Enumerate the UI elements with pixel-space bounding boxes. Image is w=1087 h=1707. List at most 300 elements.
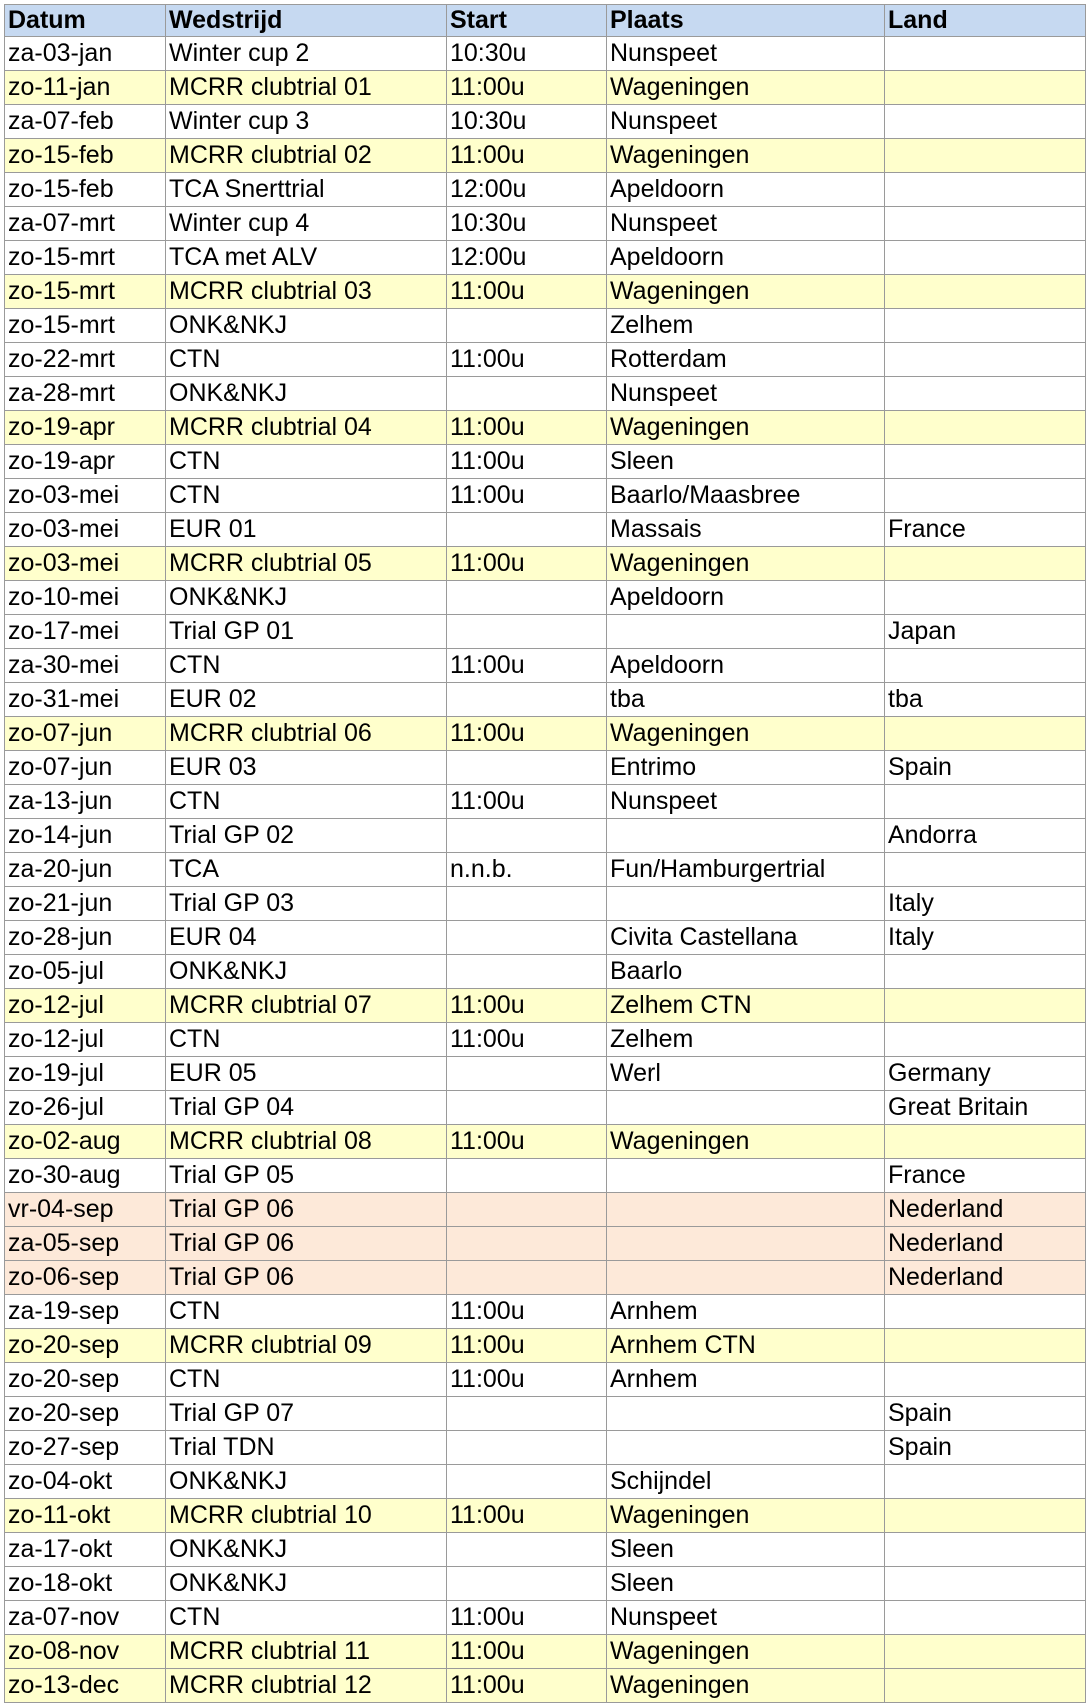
- cell-start[interactable]: 11:00u: [447, 649, 607, 683]
- cell-place[interactable]: Zelhem: [607, 309, 885, 343]
- cell-place[interactable]: Arnhem CTN: [607, 1329, 885, 1363]
- cell-country[interactable]: [885, 1363, 1086, 1397]
- table-row: [5, 1431, 1086, 1465]
- cell-event[interactable]: MCRR clubtrial 01: [166, 71, 447, 105]
- cell-country[interactable]: Nederland: [885, 1261, 1086, 1295]
- cell-country[interactable]: [885, 1125, 1086, 1159]
- cell-start[interactable]: [447, 1397, 607, 1431]
- table-row: [5, 1227, 1086, 1261]
- cell-date[interactable]: za-07-feb: [5, 105, 166, 139]
- cell-place[interactable]: [607, 1227, 885, 1261]
- cell-event[interactable]: Trial GP 05: [166, 1159, 447, 1193]
- cell-event[interactable]: ONK&NKJ: [166, 377, 447, 411]
- cell-country[interactable]: [885, 649, 1086, 683]
- cell-place[interactable]: Massais: [607, 513, 885, 547]
- cell-date[interactable]: za-05-sep: [5, 1227, 166, 1261]
- cell-start[interactable]: 10:30u: [447, 207, 607, 241]
- cell-date[interactable]: zo-30-aug: [5, 1159, 166, 1193]
- cell-start[interactable]: 11:00u: [447, 785, 607, 819]
- cell-start[interactable]: n.n.b.: [447, 853, 607, 887]
- cell-country[interactable]: [885, 411, 1086, 445]
- cell-country[interactable]: [885, 785, 1086, 819]
- cell-start[interactable]: [447, 887, 607, 921]
- cell-date[interactable]: zo-19-apr: [5, 411, 166, 445]
- cell-date[interactable]: zo-07-jun: [5, 751, 166, 785]
- table-row: [5, 1363, 1086, 1397]
- cell-event[interactable]: Trial GP 03: [166, 887, 447, 921]
- event-calendar-table: [4, 4, 1086, 1703]
- cell-place[interactable]: Wageningen: [607, 547, 885, 581]
- cell-date[interactable]: za-20-jun: [5, 853, 166, 887]
- cell-country[interactable]: [885, 1601, 1086, 1635]
- cell-country[interactable]: Italy: [885, 887, 1086, 921]
- cell-start[interactable]: [447, 1227, 607, 1261]
- cell-country[interactable]: [885, 343, 1086, 377]
- cell-country[interactable]: [885, 1465, 1086, 1499]
- cell-country[interactable]: [885, 241, 1086, 275]
- cell-country[interactable]: Italy: [885, 921, 1086, 955]
- cell-place[interactable]: [607, 615, 885, 649]
- cell-event[interactable]: MCRR clubtrial 12: [166, 1669, 447, 1703]
- cell-event[interactable]: ONK&NKJ: [166, 1533, 447, 1567]
- cell-place[interactable]: Zelhem: [607, 1023, 885, 1057]
- table-row: [5, 547, 1086, 581]
- cell-date[interactable]: za-19-sep: [5, 1295, 166, 1329]
- cell-start[interactable]: [447, 1533, 607, 1567]
- cell-country[interactable]: [885, 989, 1086, 1023]
- cell-event[interactable]: Trial GP 04: [166, 1091, 447, 1125]
- cell-date[interactable]: zo-05-jul: [5, 955, 166, 989]
- cell-start[interactable]: [447, 819, 607, 853]
- cell-event[interactable]: Trial GP 06: [166, 1261, 447, 1295]
- table-row: [5, 241, 1086, 275]
- cell-event[interactable]: MCRR clubtrial 08: [166, 1125, 447, 1159]
- cell-event[interactable]: ONK&NKJ: [166, 1567, 447, 1601]
- table-row: [5, 1533, 1086, 1567]
- cell-start[interactable]: 11:00u: [447, 445, 607, 479]
- cell-date[interactable]: za-28-mrt: [5, 377, 166, 411]
- cell-country[interactable]: [885, 139, 1086, 173]
- cell-start[interactable]: 11:00u: [447, 1601, 607, 1635]
- cell-start[interactable]: [447, 1057, 607, 1091]
- cell-place[interactable]: Baarlo: [607, 955, 885, 989]
- cell-event[interactable]: TCA met ALV: [166, 241, 447, 275]
- cell-date[interactable]: zo-15-mrt: [5, 241, 166, 275]
- table-row: [5, 1635, 1086, 1669]
- table-row: [5, 1669, 1086, 1703]
- cell-place[interactable]: [607, 1261, 885, 1295]
- table-row: [5, 411, 1086, 445]
- cell-event[interactable]: ONK&NKJ: [166, 309, 447, 343]
- table-row: [5, 37, 1086, 71]
- cell-event[interactable]: MCRR clubtrial 03: [166, 275, 447, 309]
- cell-country[interactable]: Great Britain: [885, 1091, 1086, 1125]
- cell-start[interactable]: 11:00u: [447, 717, 607, 751]
- cell-date[interactable]: za-07-nov: [5, 1601, 166, 1635]
- cell-start[interactable]: 11:00u: [447, 411, 607, 445]
- cell-place[interactable]: Apeldoorn: [607, 649, 885, 683]
- cell-start[interactable]: [447, 1193, 607, 1227]
- cell-place[interactable]: Sleen: [607, 1567, 885, 1601]
- cell-date[interactable]: zo-20-sep: [5, 1397, 166, 1431]
- cell-place[interactable]: [607, 1159, 885, 1193]
- cell-place[interactable]: Wageningen: [607, 1499, 885, 1533]
- cell-event[interactable]: CTN: [166, 1023, 447, 1057]
- cell-event[interactable]: EUR 02: [166, 683, 447, 717]
- cell-country[interactable]: [885, 173, 1086, 207]
- table-row: [5, 1465, 1086, 1499]
- table-body: [5, 37, 1086, 1703]
- cell-country[interactable]: Japan: [885, 615, 1086, 649]
- cell-country[interactable]: Spain: [885, 751, 1086, 785]
- table-row: [5, 445, 1086, 479]
- cell-start[interactable]: [447, 921, 607, 955]
- table-row: [5, 377, 1086, 411]
- cell-place[interactable]: [607, 1193, 885, 1227]
- cell-date[interactable]: zo-28-jun: [5, 921, 166, 955]
- cell-start[interactable]: 11:00u: [447, 1329, 607, 1363]
- table-row: [5, 1567, 1086, 1601]
- cell-date[interactable]: za-07-mrt: [5, 207, 166, 241]
- cell-date[interactable]: zo-07-jun: [5, 717, 166, 751]
- cell-event[interactable]: MCRR clubtrial 10: [166, 1499, 447, 1533]
- cell-start[interactable]: [447, 1159, 607, 1193]
- cell-event[interactable]: EUR 04: [166, 921, 447, 955]
- table-row: [5, 1023, 1086, 1057]
- cell-start[interactable]: 11:00u: [447, 275, 607, 309]
- cell-start[interactable]: 12:00u: [447, 241, 607, 275]
- table-row: [5, 1193, 1086, 1227]
- cell-country[interactable]: [885, 1533, 1086, 1567]
- cell-date[interactable]: zo-20-sep: [5, 1363, 166, 1397]
- cell-place[interactable]: Nunspeet: [607, 207, 885, 241]
- cell-date[interactable]: zo-14-jun: [5, 819, 166, 853]
- cell-country[interactable]: [885, 1023, 1086, 1057]
- cell-place[interactable]: Nunspeet: [607, 1601, 885, 1635]
- table-row: [5, 1091, 1086, 1125]
- cell-start[interactable]: 10:30u: [447, 105, 607, 139]
- cell-date[interactable]: zo-02-aug: [5, 1125, 166, 1159]
- cell-country[interactable]: [885, 309, 1086, 343]
- cell-country[interactable]: France: [885, 513, 1086, 547]
- cell-country[interactable]: Nederland: [885, 1193, 1086, 1227]
- cell-event[interactable]: Trial GP 01: [166, 615, 447, 649]
- cell-date[interactable]: vr-04-sep: [5, 1193, 166, 1227]
- cell-date[interactable]: zo-19-apr: [5, 445, 166, 479]
- cell-country[interactable]: [885, 547, 1086, 581]
- column-header-event[interactable]: Wedstrijd: [166, 5, 447, 37]
- cell-start[interactable]: 11:00u: [447, 1499, 607, 1533]
- cell-country[interactable]: [885, 1635, 1086, 1669]
- cell-start[interactable]: 11:00u: [447, 71, 607, 105]
- table-row: [5, 1125, 1086, 1159]
- cell-place[interactable]: Wageningen: [607, 1635, 885, 1669]
- cell-start[interactable]: [447, 1091, 607, 1125]
- table-row: [5, 71, 1086, 105]
- cell-country[interactable]: [885, 105, 1086, 139]
- table-row: [5, 1397, 1086, 1431]
- cell-event[interactable]: Winter cup 4: [166, 207, 447, 241]
- cell-place[interactable]: Arnhem: [607, 1363, 885, 1397]
- cell-start[interactable]: [447, 377, 607, 411]
- cell-place[interactable]: Wageningen: [607, 717, 885, 751]
- cell-place[interactable]: Wageningen: [607, 139, 885, 173]
- cell-start[interactable]: [447, 955, 607, 989]
- table-row: [5, 1329, 1086, 1363]
- cell-date[interactable]: zo-03-mei: [5, 479, 166, 513]
- table-row: [5, 309, 1086, 343]
- cell-start[interactable]: 11:00u: [447, 1295, 607, 1329]
- cell-start[interactable]: 11:00u: [447, 1023, 607, 1057]
- cell-event[interactable]: MCRR clubtrial 06: [166, 717, 447, 751]
- cell-place[interactable]: Wageningen: [607, 411, 885, 445]
- cell-event[interactable]: Winter cup 3: [166, 105, 447, 139]
- cell-start[interactable]: 11:00u: [447, 547, 607, 581]
- table-row: [5, 581, 1086, 615]
- cell-place[interactable]: Apeldoorn: [607, 241, 885, 275]
- cell-date[interactable]: zo-11-jan: [5, 71, 166, 105]
- cell-event[interactable]: EUR 01: [166, 513, 447, 547]
- cell-country[interactable]: [885, 275, 1086, 309]
- table-row: [5, 513, 1086, 547]
- cell-event[interactable]: Trial GP 06: [166, 1227, 447, 1261]
- table-row: [5, 785, 1086, 819]
- header-row: [5, 5, 1086, 37]
- cell-place[interactable]: Werl: [607, 1057, 885, 1091]
- cell-event[interactable]: TCA Snerttrial: [166, 173, 447, 207]
- cell-event[interactable]: CTN: [166, 785, 447, 819]
- cell-country[interactable]: [885, 955, 1086, 989]
- cell-event[interactable]: ONK&NKJ: [166, 1465, 447, 1499]
- cell-date[interactable]: za-30-mei: [5, 649, 166, 683]
- table-row: [5, 649, 1086, 683]
- cell-country[interactable]: [885, 71, 1086, 105]
- table-row: [5, 615, 1086, 649]
- table-row: [5, 173, 1086, 207]
- cell-place[interactable]: Schijndel: [607, 1465, 885, 1499]
- cell-event[interactable]: CTN: [166, 343, 447, 377]
- table-row: [5, 1159, 1086, 1193]
- cell-start[interactable]: 11:00u: [447, 989, 607, 1023]
- cell-date[interactable]: zo-12-jul: [5, 989, 166, 1023]
- cell-country[interactable]: [885, 1295, 1086, 1329]
- cell-place[interactable]: Nunspeet: [607, 785, 885, 819]
- cell-place[interactable]: Rotterdam: [607, 343, 885, 377]
- cell-start[interactable]: 11:00u: [447, 1669, 607, 1703]
- table-row: [5, 207, 1086, 241]
- cell-event[interactable]: MCRR clubtrial 05: [166, 547, 447, 581]
- cell-date[interactable]: zo-12-jul: [5, 1023, 166, 1057]
- cell-place[interactable]: Apeldoorn: [607, 173, 885, 207]
- cell-place[interactable]: Civita Castellana: [607, 921, 885, 955]
- table-row: [5, 751, 1086, 785]
- cell-start[interactable]: [447, 615, 607, 649]
- cell-place[interactable]: Fun/Hamburgertrial: [607, 853, 885, 887]
- cell-start[interactable]: [447, 751, 607, 785]
- cell-date[interactable]: zo-03-mei: [5, 513, 166, 547]
- cell-date[interactable]: zo-15-feb: [5, 173, 166, 207]
- cell-country[interactable]: [885, 1669, 1086, 1703]
- cell-date[interactable]: zo-20-sep: [5, 1329, 166, 1363]
- cell-country[interactable]: Spain: [885, 1431, 1086, 1465]
- table-row: [5, 989, 1086, 1023]
- table-row: [5, 1057, 1086, 1091]
- cell-event[interactable]: ONK&NKJ: [166, 955, 447, 989]
- cell-event[interactable]: MCRR clubtrial 11: [166, 1635, 447, 1669]
- cell-start[interactable]: 11:00u: [447, 1125, 607, 1159]
- cell-start[interactable]: [447, 513, 607, 547]
- cell-place[interactable]: [607, 1091, 885, 1125]
- cell-event[interactable]: CTN: [166, 445, 447, 479]
- cell-event[interactable]: Winter cup 2: [166, 37, 447, 71]
- cell-place[interactable]: [607, 1397, 885, 1431]
- cell-country[interactable]: Germany: [885, 1057, 1086, 1091]
- cell-start[interactable]: [447, 1261, 607, 1295]
- cell-date[interactable]: zo-15-mrt: [5, 309, 166, 343]
- table-row: [5, 887, 1086, 921]
- cell-place[interactable]: Wageningen: [607, 71, 885, 105]
- cell-country[interactable]: [885, 377, 1086, 411]
- cell-event[interactable]: MCRR clubtrial 02: [166, 139, 447, 173]
- cell-event[interactable]: Trial GP 06: [166, 1193, 447, 1227]
- cell-event[interactable]: MCRR clubtrial 07: [166, 989, 447, 1023]
- cell-event[interactable]: Trial GP 02: [166, 819, 447, 853]
- cell-start[interactable]: 11:00u: [447, 1363, 607, 1397]
- cell-start[interactable]: [447, 1431, 607, 1465]
- cell-country[interactable]: [885, 37, 1086, 71]
- cell-place[interactable]: Wageningen: [607, 1125, 885, 1159]
- cell-place[interactable]: Wageningen: [607, 1669, 885, 1703]
- cell-date[interactable]: zo-19-jul: [5, 1057, 166, 1091]
- cell-start[interactable]: 11:00u: [447, 1635, 607, 1669]
- table-row: [5, 343, 1086, 377]
- cell-date[interactable]: zo-10-mei: [5, 581, 166, 615]
- table-row: [5, 1499, 1086, 1533]
- table-row: [5, 139, 1086, 173]
- cell-place[interactable]: Apeldoorn: [607, 581, 885, 615]
- cell-start[interactable]: [447, 309, 607, 343]
- cell-place[interactable]: tba: [607, 683, 885, 717]
- cell-place[interactable]: Nunspeet: [607, 37, 885, 71]
- cell-date[interactable]: zo-13-dec: [5, 1669, 166, 1703]
- cell-country[interactable]: [885, 1329, 1086, 1363]
- cell-event[interactable]: CTN: [166, 1363, 447, 1397]
- cell-place[interactable]: Baarlo/Maasbree: [607, 479, 885, 513]
- cell-date[interactable]: zo-11-okt: [5, 1499, 166, 1533]
- cell-start[interactable]: 12:00u: [447, 173, 607, 207]
- cell-country[interactable]: [885, 853, 1086, 887]
- column-header-date[interactable]: Datum: [5, 5, 166, 37]
- cell-place[interactable]: Arnhem: [607, 1295, 885, 1329]
- cell-place[interactable]: [607, 819, 885, 853]
- cell-place[interactable]: Sleen: [607, 445, 885, 479]
- column-header-country[interactable]: Land: [885, 5, 1086, 37]
- table-row: [5, 1295, 1086, 1329]
- cell-start[interactable]: 11:00u: [447, 479, 607, 513]
- cell-date[interactable]: zo-31-mei: [5, 683, 166, 717]
- cell-event[interactable]: EUR 05: [166, 1057, 447, 1091]
- cell-event[interactable]: Trial GP 07: [166, 1397, 447, 1431]
- cell-country[interactable]: [885, 479, 1086, 513]
- table-row: [5, 717, 1086, 751]
- cell-place[interactable]: Sleen: [607, 1533, 885, 1567]
- cell-country[interactable]: Andorra: [885, 819, 1086, 853]
- cell-date[interactable]: za-13-jun: [5, 785, 166, 819]
- cell-event[interactable]: ONK&NKJ: [166, 581, 447, 615]
- table-row: [5, 921, 1086, 955]
- cell-date[interactable]: zo-03-mei: [5, 547, 166, 581]
- cell-place[interactable]: Nunspeet: [607, 105, 885, 139]
- cell-date[interactable]: zo-21-jun: [5, 887, 166, 921]
- cell-date[interactable]: za-17-okt: [5, 1533, 166, 1567]
- cell-place[interactable]: Nunspeet: [607, 377, 885, 411]
- cell-country[interactable]: [885, 717, 1086, 751]
- table-row: [5, 683, 1086, 717]
- cell-country[interactable]: [885, 1499, 1086, 1533]
- cell-event[interactable]: CTN: [166, 479, 447, 513]
- cell-start[interactable]: [447, 683, 607, 717]
- cell-date[interactable]: zo-06-sep: [5, 1261, 166, 1295]
- cell-date[interactable]: zo-22-mrt: [5, 343, 166, 377]
- table-row: [5, 479, 1086, 513]
- cell-date[interactable]: zo-08-nov: [5, 1635, 166, 1669]
- table-row: [5, 853, 1086, 887]
- cell-country[interactable]: [885, 581, 1086, 615]
- cell-event[interactable]: EUR 03: [166, 751, 447, 785]
- cell-date[interactable]: zo-18-okt: [5, 1567, 166, 1601]
- cell-place[interactable]: [607, 887, 885, 921]
- cell-date[interactable]: zo-26-jul: [5, 1091, 166, 1125]
- cell-start[interactable]: 10:30u: [447, 37, 607, 71]
- column-header-start[interactable]: Start: [447, 5, 607, 37]
- cell-place[interactable]: Entrimo: [607, 751, 885, 785]
- cell-country[interactable]: [885, 445, 1086, 479]
- cell-place[interactable]: Zelhem CTN: [607, 989, 885, 1023]
- table-row: [5, 819, 1086, 853]
- cell-event[interactable]: CTN: [166, 1601, 447, 1635]
- cell-date[interactable]: za-03-jan: [5, 37, 166, 71]
- table-row: [5, 1601, 1086, 1635]
- cell-country[interactable]: Spain: [885, 1397, 1086, 1431]
- cell-start[interactable]: 11:00u: [447, 343, 607, 377]
- column-header-place[interactable]: Plaats: [607, 5, 885, 37]
- cell-start[interactable]: [447, 1465, 607, 1499]
- cell-event[interactable]: CTN: [166, 1295, 447, 1329]
- cell-event[interactable]: CTN: [166, 649, 447, 683]
- cell-country[interactable]: Nederland: [885, 1227, 1086, 1261]
- cell-date[interactable]: zo-27-sep: [5, 1431, 166, 1465]
- table-row: [5, 1261, 1086, 1295]
- cell-date[interactable]: zo-17-mei: [5, 615, 166, 649]
- cell-event[interactable]: Trial TDN: [166, 1431, 447, 1465]
- cell-country[interactable]: [885, 207, 1086, 241]
- cell-country[interactable]: [885, 1567, 1086, 1601]
- cell-place[interactable]: [607, 1431, 885, 1465]
- cell-start[interactable]: [447, 581, 607, 615]
- cell-country[interactable]: France: [885, 1159, 1086, 1193]
- cell-date[interactable]: zo-15-feb: [5, 139, 166, 173]
- cell-start[interactable]: 11:00u: [447, 139, 607, 173]
- cell-event[interactable]: MCRR clubtrial 04: [166, 411, 447, 445]
- cell-event[interactable]: MCRR clubtrial 09: [166, 1329, 447, 1363]
- cell-place[interactable]: Wageningen: [607, 275, 885, 309]
- table-row: [5, 105, 1086, 139]
- cell-start[interactable]: [447, 1567, 607, 1601]
- cell-country[interactable]: tba: [885, 683, 1086, 717]
- cell-date[interactable]: zo-04-okt: [5, 1465, 166, 1499]
- cell-date[interactable]: zo-15-mrt: [5, 275, 166, 309]
- cell-event[interactable]: TCA: [166, 853, 447, 887]
